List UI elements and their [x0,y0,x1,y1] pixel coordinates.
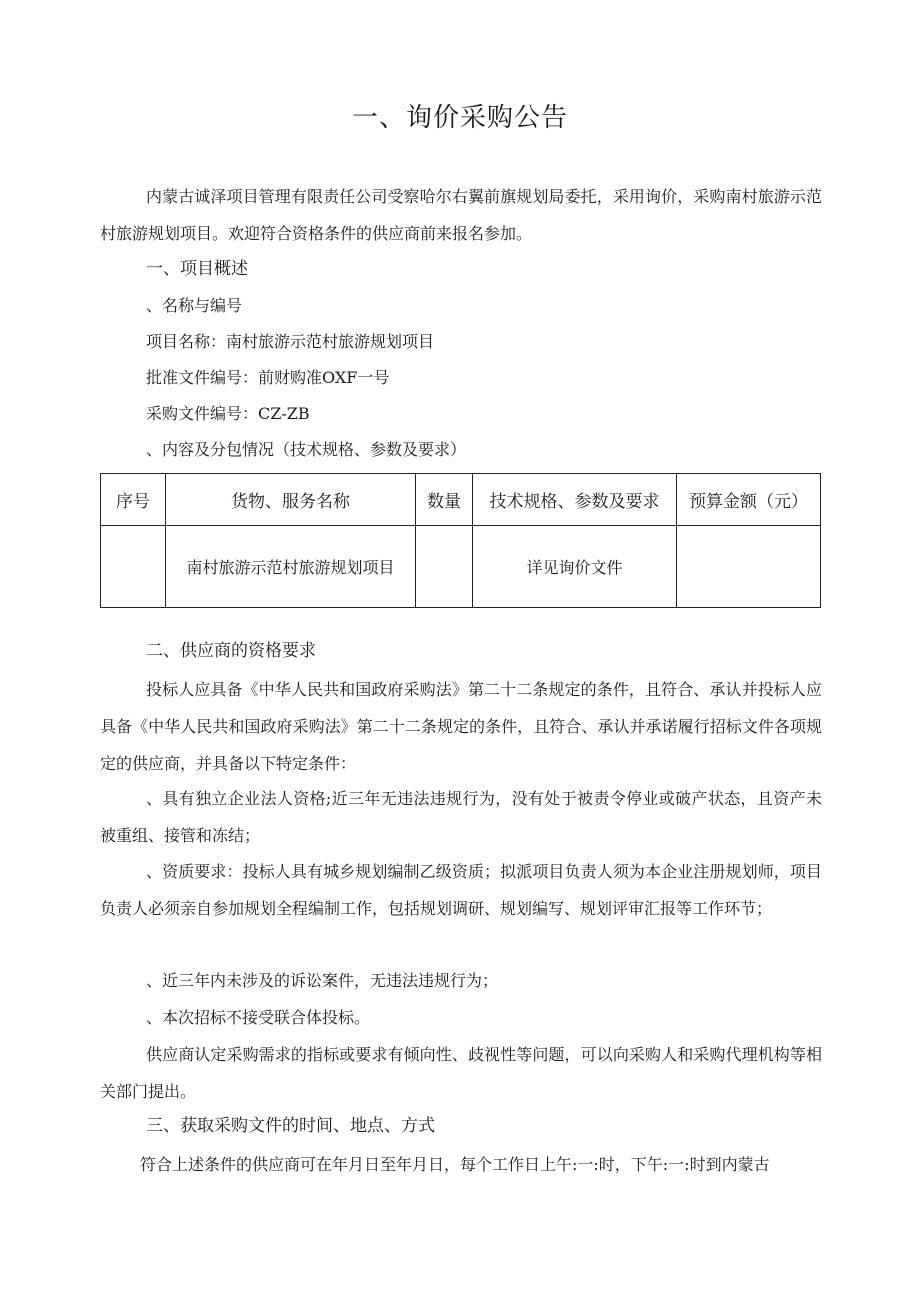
requirement-item-3: 、近三年内未涉及的诉讼案件，无违法违规行为； [146,971,499,990]
cell-index [101,526,166,608]
cell-budget [677,526,821,608]
requirement-item-1: 、具有独立企业法人资格;近三年无违法违规行为，没有处于被责令停业或破产状态，且资产未被重组、接管和冻结； [100,789,822,845]
header-index: 序号 [101,474,166,526]
section3-heading: 三、获取采购文件的时间、地点、方式 [146,1116,435,1136]
approval-number: 批准文件编号：前财购准OXF一号 [146,368,390,387]
cell-spec: 详见询价文件 [473,526,677,608]
header-spec: 技术规格、参数及要求 [473,474,677,526]
page-title: 一、询价采购公告 [351,103,568,133]
qualification-paragraph: 投标人应具备《中华人民共和国政府采购法》第二十二条规定的条件，且符合、承认并投标人应具备《中华人民共和国政府采购法》第二十二条规定的条件，且符合、承认并承诺履行招标文件各项规定的供应商，并具备以下特定条件： [100,680,822,773]
acquisition-paragraph: 符合上述条件的供应商可在年月日至年月日，每个工作日上午:一:时，下午:一:时到内蒙古 [140,1155,770,1174]
section1-heading: 一、项目概述 [146,259,248,279]
cell-quantity [416,526,473,608]
header-quantity: 数量 [416,474,473,526]
name-and-number-subheading: 、名称与编号 [146,296,243,315]
intro-paragraph: 内蒙古诚泽项目管理有限责任公司受察哈尔右翼前旗规划局委托，采用询价，采购南村旅游示范村旅游规划项目。欢迎符合资格条件的供应商前来报名参加。 [100,187,822,243]
cell-goods-name: 南村旅游示范村旅游规划项目 [166,526,416,608]
procurement-number: 采购文件编号：CZ-ZB [146,404,310,423]
project-name: 项目名称：南村旅游示范村旅游规划项目 [146,332,435,351]
requirement-item-4: 、本次招标不接受联合体投标。 [146,1008,371,1027]
complaint-paragraph: 供应商认定采购需求的指标或要求有倾向性、歧视性等问题，可以向采购人和采购代理机构等相关部门提出。 [100,1045,822,1101]
header-budget: 预算金额（元） [677,474,821,526]
table-row [101,526,821,608]
requirement-item-2: 、资质要求：投标人具有城乡规划编制乙级资质；拟派项目负责人须为本企业注册规划师，项目负责人必须亲自参加规划全程编制工作，包括规划调研、规划编写、规划评审汇报等工作环节； [100,862,822,918]
spec-table [100,473,821,608]
section2-heading: 二、供应商的资格要求 [146,641,316,661]
table-header-row [101,474,821,526]
header-goods-name: 货物、服务名称 [166,474,416,526]
content-subheading: 、内容及分包情况（技术规格、参数及要求） [146,440,467,459]
